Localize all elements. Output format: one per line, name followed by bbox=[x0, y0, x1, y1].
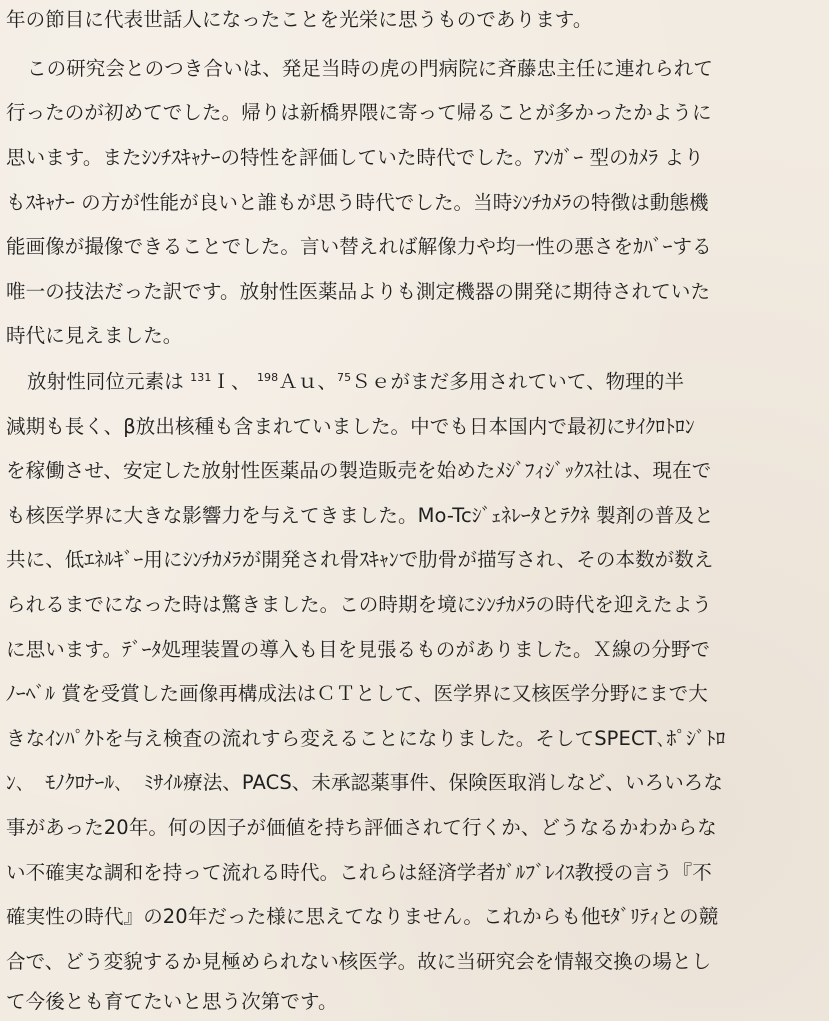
text-line: 共に、低ｴﾈﾙｷﾞｰ用にｼﾝﾁｶﾒﾗが開発され骨ｽｷｬﾝで肋骨が描写され、その本数が数え bbox=[6, 548, 714, 571]
isotope-mass-number: 75 bbox=[337, 371, 352, 384]
text-line: 年の節目に代表世話人になったことを光栄に思うものであります。 bbox=[6, 8, 593, 31]
text-line: きなｲﾝﾊﾟｸﾄを与え検査の流れすら変えることになりました。そしてSPECT､ﾎﾟｼﾞﾄﾛ bbox=[6, 727, 726, 750]
isotope-lead: 放射性同位元素は bbox=[27, 370, 184, 393]
isotope-mass-number: 198 bbox=[256, 371, 279, 384]
isotope-mass-number: 131 bbox=[190, 371, 212, 384]
text-line: 行ったのが初めてでした。帰りは新橋界隈に寄って帰ることが多かったかように bbox=[6, 101, 712, 124]
text-line: この研究会とのつき合いは、発足当時の虎の門病院に斉藤忠主任に連れられて bbox=[27, 57, 714, 80]
text-line: 確実性の時代』の20年だった様に思えてなりません。これからも他ﾓﾀﾞﾘﾃｨとの競 bbox=[6, 905, 719, 928]
text-line: も核医学界に大きな影響力を与えてきました。Mo-Tcｼﾞｪﾈﾚｰﾀとﾃｸﾈ 製剤の普及と bbox=[6, 504, 714, 527]
text-line: に思います。ﾃﾞｰﾀ処理装置の導入も目を見張るものがありました。Ｘ線の分野で bbox=[6, 638, 711, 661]
text-line: 思います。またｼﾝﾁｽｷｬﾅｰの特性を評価していた時代でした。ｱﾝｶﾞｰ 型のｶﾒﾗ より bbox=[6, 146, 704, 169]
text-line: ﾝ､ ﾓﾉｸﾛﾅｰﾙ､ ﾐｻｲﾙ療法、PACS、未承認薬事件、保険医取消しなど、いろいろな bbox=[6, 771, 724, 794]
isotope-symbol: Ｉ、 bbox=[211, 370, 251, 393]
text-line: 合で、どう変貌するか見極められない核医学。故に当研究会を情報交換の場とし bbox=[6, 950, 712, 973]
text-line: 唯一の技法だった訳です。放射性医薬品よりも測定機器の開発に期待されていた bbox=[6, 280, 711, 303]
text-line: ﾉｰﾍﾞﾙ 賞を受賞した画像再構成法はＣＴとして、医学界に又核医学分野にまで大 bbox=[6, 682, 708, 705]
isotope-text-line bbox=[27, 364, 684, 400]
text-line: 時代に見えました。 bbox=[6, 324, 183, 347]
text-line: 能画像が撮像できることでした。言い替えれば解像力や均一性の悪さをｶﾊﾞｰする bbox=[6, 235, 712, 258]
isotope-symbol: Ａｕ、 bbox=[278, 370, 338, 393]
text-line: を稼働させ、安定した放射性医薬品の製造販売を始めたﾒｼﾞﾌｨｼﾞｯｸｽ社は、現在で bbox=[6, 459, 712, 482]
text-line: い不確実な調和を持って流れる時代。これらは経済学者ｶﾞﾙﾌﾞﾚｲｽ教授の言う『不 bbox=[6, 861, 712, 884]
text-line: て今後とも育てたいと思う次第です。 bbox=[6, 990, 338, 1013]
isotope-tail: がまだ多用されていて、物理的半 bbox=[390, 370, 685, 393]
isotope-symbol: Ｓｅ bbox=[351, 370, 391, 393]
text-line: 事があった20年。何の因子が価値を持ち評価されて行くか、どうなるかわからな bbox=[6, 816, 717, 839]
text-line: られるまでになった時は驚きました。この時期を境にｼﾝﾁｶﾒﾗの時代を迎えたよう bbox=[6, 593, 712, 616]
text-line: もｽｷｬﾅｰ の方が性能が良いと誰もが思う時代でした。当時ｼﾝﾁｶﾒﾗの特徴は動態機 bbox=[6, 191, 709, 214]
text-line: 減期も長く、β放出核種も含まれていました。中でも日本国内で最初にｻｲｸﾛﾄﾛﾝ bbox=[6, 415, 695, 438]
